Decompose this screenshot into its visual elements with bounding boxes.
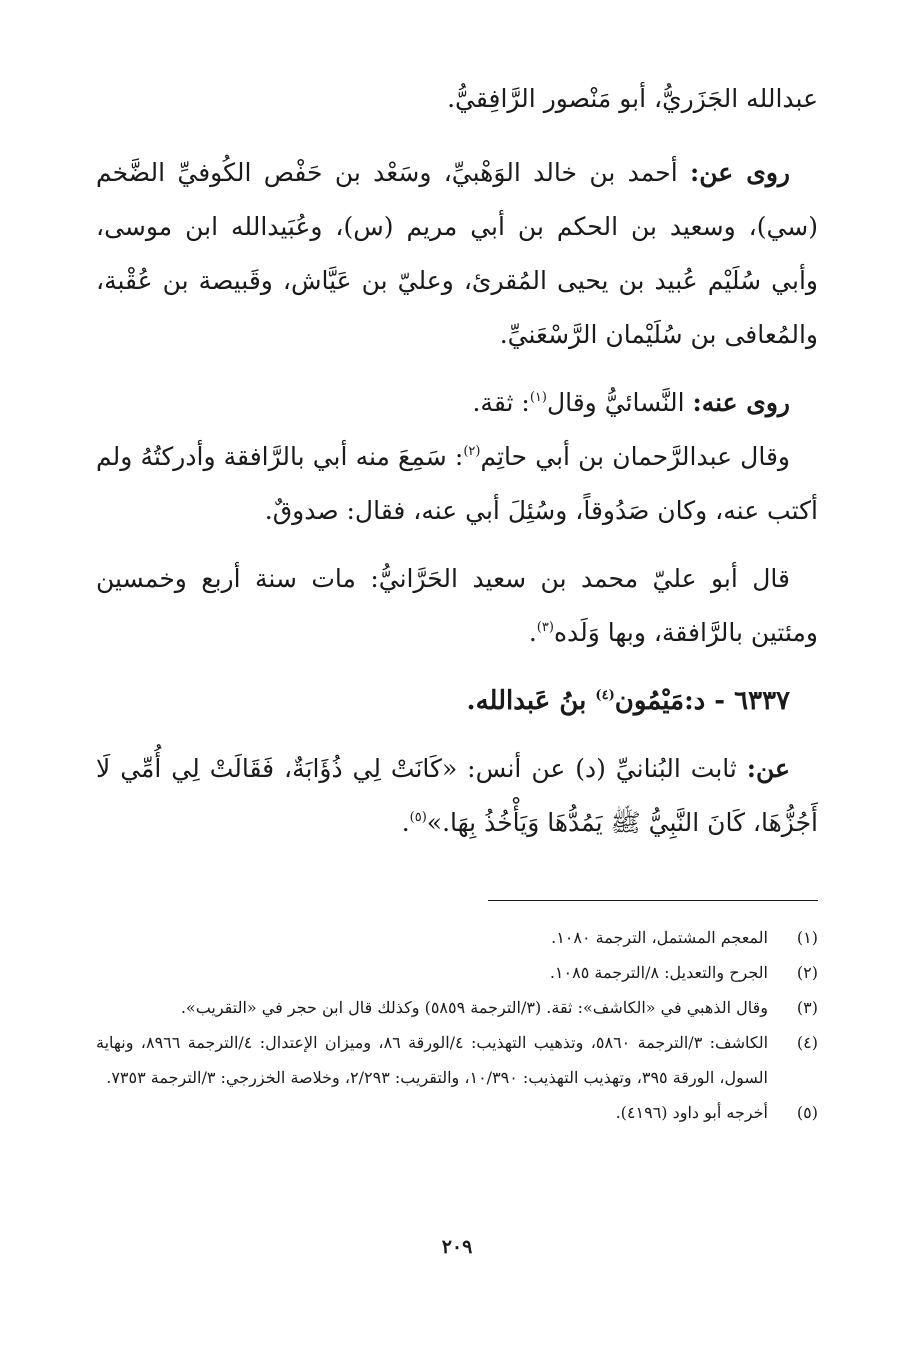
footnote-5 — [96, 1095, 818, 1130]
footnote-ref-2[interactable]: (٢) — [463, 444, 481, 459]
footnote-text: المعجم المشتمل، الترجمة ١٠٨٠. — [551, 928, 768, 947]
footnote-ref-3[interactable]: (٣) — [536, 620, 554, 635]
footnote-text: أخرجه أبو داود (٤١٩٦). — [615, 1103, 768, 1122]
footnote-text: وقال الذهبي في «الكاشف»: ثقة. (٣/الترجمة ٥٨٥٩) وكذلك قال ابن حجر في «التقريب». — [180, 998, 768, 1017]
footnote-1 — [96, 920, 818, 955]
footnote-ref-5[interactable]: (٥) — [409, 810, 427, 825]
entry-name-rest: بنُ عَبدالله. — [466, 686, 587, 716]
footnote-ref-1[interactable]: (١) — [529, 390, 547, 405]
footnote-4 — [96, 1025, 818, 1095]
footnote-text: الكاشف: ٣/الترجمة ٥٨٦٠، وتذهيب التهذيب: ٤/الورقة ٨٦، وميزان الإعتدال: ٤/الترجمة ٨٩٦٦، ونهاية السول، الورقة ٣٩٥، وتهذيب التهذيب: ١٠/٣٩٠، والتقريب: ٢/٢٩٣، وخلاصة الخزرجي: ٣/الترجمة ٧٣٥٣. — [96, 1033, 769, 1087]
footnote-text: الجرح والتعديل: ٨/الترجمة ١٠٨٥. — [549, 963, 768, 982]
footnote-separator — [488, 900, 818, 901]
footnotes — [96, 920, 818, 1130]
narrated-by-label: روى عنه: — [692, 388, 790, 417]
narrated-by-text: النَّسائيُّ وقال — [546, 388, 685, 417]
entry-number: ٦٣٣٧ - د: — [684, 686, 790, 716]
narrated-from-label: روى عن: — [690, 158, 790, 187]
footnote-3 — [96, 990, 818, 1025]
footnote-number: (٤) — [796, 1033, 818, 1052]
footnote-number: (٢) — [796, 963, 818, 982]
narrated-from-text: أحمد بن خالد الوَهْبيِّ، وسَعْد بن حَفْص الكُوفيِّ الضَّخم (سي)، وسعيد بن الحكم بن أبي مريم (س)، وعُبَيدالله ابن موسى، وأبي سُلَيْم عُبيد بن يحيى المُقرئ، وعليّ بن عَيَّاش، وقَبيصة بن عُقْبة، والمُعافى بن سُلَيْمان الرَّسْعَنيِّ. — [96, 158, 818, 349]
entry-heading — [96, 674, 818, 728]
paragraph-hadith: عن: ثابت البُنانيِّ (د) عن أنس: «كَانَتْ لِي ذُؤَابَةٌ، فَقَالَتْ لِي أُمِّي لَا أَجُزُّهَا، كَانَ النَّبِيُّ ﷺ يَمُدُّهَا وَيَأْخُذُ بِهَا.»$^{(٥)}$. — [96, 754, 818, 837]
from-label: عن: — [746, 754, 790, 783]
paragraph-ibn-abi-hatim: وقال عبدالرَّحمان بن أبي حاتِم$^{(٢)}$: سَمِعَ منه أبي بالرَّافقة وأدركتُهُ ولم أكتب عنه، وكان صَدُوقاً، وسُئِلَ أبي عنه، فقال: صدوقٌ. — [96, 442, 818, 525]
paragraph-narrated-from — [96, 146, 818, 362]
footnote-ref-4[interactable]: (٤) — [595, 688, 615, 703]
entry-name: مَيْمُون — [614, 686, 685, 716]
footnote-number: (٣) — [796, 998, 818, 1017]
paragraph-harrani: قال أبو عليّ محمد بن سعيد الحَرَّانيُّ: مات سنة أربع وخمسين ومئتين بالرَّافقة، وبها وَلَده$^{(٣)}$. — [96, 564, 818, 647]
footnote-number: (٥) — [796, 1103, 818, 1122]
main-text — [96, 72, 818, 850]
page-number: ٢٠٩ — [441, 1236, 473, 1258]
footnote-number: (١) — [796, 928, 818, 947]
paragraph-narrated-by: روى عنه: النَّسائيُّ وقال$^{(١)}$: ثقة. — [472, 388, 790, 417]
paragraph-name-line: عبدالله الجَزَريُّ، أبو مَنْصور الرَّافِقيُّ. — [447, 84, 818, 113]
hadith-text: ثابت البُنانيِّ (د) عن أنس: «كَانَتْ لِي ذُؤَابَةٌ، فَقَالَتْ لِي أُمِّي لَا أَجُزُّهَا، كَانَ النَّبِيُّ ﷺ يَمُدُّهَا وَيَأْخُذُ بِهَا.» — [96, 754, 818, 837]
footnote-2 — [96, 955, 818, 990]
